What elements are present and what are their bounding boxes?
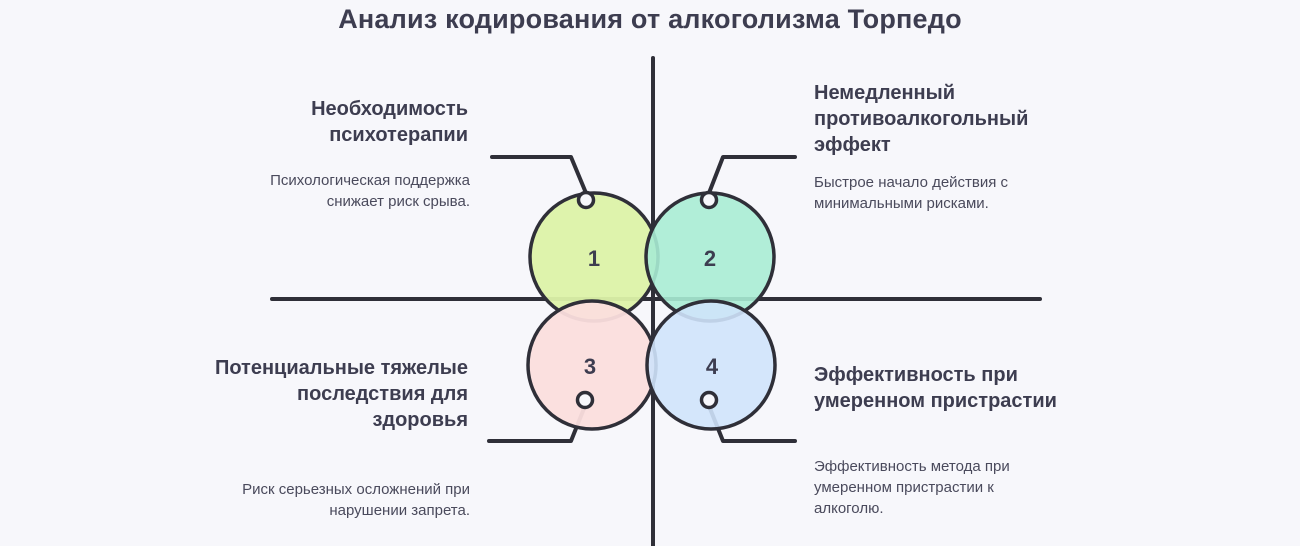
connector-line-1 — [492, 157, 586, 193]
quadrant-label-2: Немедленный противоалкогольный эффект — [814, 82, 1029, 156]
connector-node-3 — [578, 393, 593, 408]
quadrant-number-4: 4 — [705, 354, 719, 379]
connector-node-4 — [702, 393, 717, 408]
quadrant-number-1: 1 — [587, 246, 601, 271]
connector-line-2 — [709, 157, 795, 193]
quadrant-label-3: Потенциальные тяжелые последствия для здоровья — [214, 357, 468, 431]
quadrant-body-3: Риск серьезных осложнений при нарушении запрета. — [242, 481, 470, 519]
quadrant-number-2: 2 — [703, 246, 717, 271]
connector-node-1 — [579, 193, 594, 208]
quadrant-body-2: Быстрое начало действия с минимальными рисками. — [814, 174, 1009, 212]
quadrant-label-1: Необходимость психотерапии — [311, 98, 468, 146]
quadrant-body-4: Эффективность метода при умеренном пристрастии к алкоголю. — [814, 458, 1010, 517]
page-title: Анализ кодирования от алкоголизма Торпедо — [338, 4, 962, 34]
quadrant-label-4: Эффективность при умеренном пристрастии — [814, 364, 1057, 412]
quadrant-body-1: Психологическая поддержка снижает риск срыва. — [270, 172, 470, 210]
quadrant-number-3: 3 — [583, 354, 597, 379]
connector-node-2 — [702, 193, 717, 208]
